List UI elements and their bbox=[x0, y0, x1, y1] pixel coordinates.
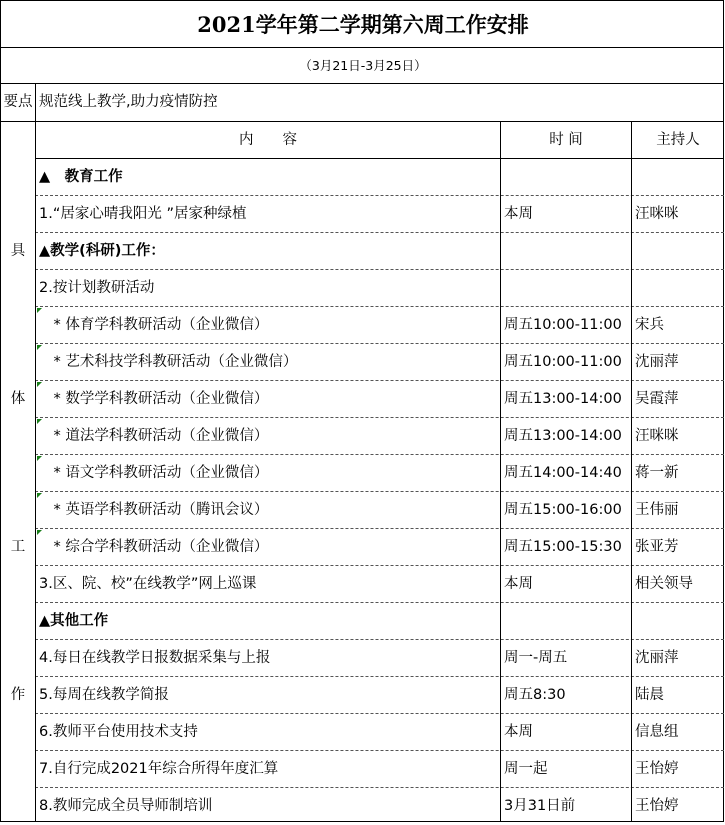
header-content: 内 容 bbox=[239, 131, 297, 148]
task-host: 张亚芳 bbox=[635, 539, 679, 556]
task-time: 周五13:00-14:00 bbox=[504, 391, 622, 408]
task-time bbox=[504, 233, 631, 270]
task-time: 周五15:00-16:00 bbox=[504, 502, 622, 519]
key-points-text: 规范线上教学,助力疫情防控 bbox=[39, 94, 218, 111]
task-host: 沈丽萍 bbox=[635, 354, 679, 371]
task-time: 周一起 bbox=[504, 761, 548, 778]
row-divider bbox=[35, 676, 724, 677]
task-content: * 数学学科教研活动（企业微信） bbox=[39, 391, 269, 408]
header-host: 主持人 bbox=[656, 131, 700, 148]
key-points-label: 要点 bbox=[3, 94, 33, 111]
side-label-char: 工 bbox=[10, 538, 26, 555]
task-host bbox=[635, 233, 724, 270]
cell-comment-marker bbox=[37, 456, 42, 461]
task-time: 本周 bbox=[504, 576, 533, 593]
task-host: 王怡婷 bbox=[635, 761, 679, 778]
task-time: 周五13:00-14:00 bbox=[504, 428, 622, 445]
task-content: * 体育学科教研活动（企业微信） bbox=[39, 317, 269, 334]
task-content: 6.教师平台使用技术支持 bbox=[39, 724, 198, 741]
cell-comment-marker bbox=[37, 345, 42, 350]
task-time: 3月31日前 bbox=[504, 798, 576, 815]
task-time: 周五15:00-15:30 bbox=[504, 539, 622, 556]
task-time: 周五14:00-14:40 bbox=[504, 465, 622, 482]
row-divider bbox=[35, 269, 724, 270]
task-content: ▲教学(科研)工作： bbox=[39, 243, 165, 260]
task-host bbox=[635, 159, 724, 196]
task-host: 相关领导 bbox=[635, 576, 693, 593]
task-host: 陆晨 bbox=[635, 687, 664, 704]
cell-comment-marker bbox=[37, 308, 42, 313]
row-divider bbox=[35, 602, 724, 603]
row-divider bbox=[35, 750, 724, 751]
row-divider bbox=[35, 491, 724, 492]
date-range: （3月21日-3月25日） bbox=[299, 58, 427, 73]
page-title: 2021学年第二学期第六周工作安排 bbox=[197, 12, 529, 37]
row-divider bbox=[35, 380, 724, 381]
cell-comment-marker bbox=[37, 382, 42, 387]
row-divider bbox=[35, 639, 724, 640]
task-time: 周一-周五 bbox=[504, 650, 568, 667]
cell-comment-marker bbox=[37, 530, 42, 535]
task-content: 4.每日在线教学日报数据采集与上报 bbox=[39, 650, 271, 667]
task-host: 吴霞萍 bbox=[635, 391, 679, 408]
divider bbox=[1, 83, 724, 84]
task-time bbox=[504, 270, 631, 307]
row-divider bbox=[35, 195, 724, 196]
task-host: 汪咪咪 bbox=[635, 428, 679, 445]
cell-comment-marker bbox=[37, 493, 42, 498]
row-divider bbox=[35, 787, 724, 788]
task-content: ▲ 教育工作 bbox=[39, 169, 123, 186]
task-content: * 道法学科教研活动（企业微信） bbox=[39, 428, 269, 445]
task-time: 周五10:00-11:00 bbox=[504, 317, 622, 334]
row-divider bbox=[35, 232, 724, 233]
task-content: 8.教师完成全员导师制培训 bbox=[39, 798, 213, 815]
task-host: 宋兵 bbox=[635, 317, 664, 334]
task-host: 王伟丽 bbox=[635, 502, 679, 519]
task-host: 信息组 bbox=[635, 724, 679, 741]
task-content: * 语文学科教研活动（企业微信） bbox=[39, 465, 269, 482]
divider bbox=[35, 84, 36, 822]
row-divider bbox=[35, 417, 724, 418]
row-divider bbox=[35, 306, 724, 307]
task-host: 汪咪咪 bbox=[635, 206, 679, 223]
task-host bbox=[635, 270, 724, 307]
task-host: 沈丽萍 bbox=[635, 650, 679, 667]
divider bbox=[500, 122, 501, 822]
divider bbox=[35, 158, 724, 159]
task-host: 王怡婷 bbox=[635, 798, 679, 815]
task-time: 本周 bbox=[504, 206, 533, 223]
task-content: 2.按计划教研活动 bbox=[39, 280, 155, 297]
task-time: 本周 bbox=[504, 724, 533, 741]
task-time: 周五8:30 bbox=[504, 687, 566, 704]
header-time: 时 间 bbox=[549, 131, 583, 148]
task-host: 蒋一新 bbox=[635, 465, 679, 482]
divider bbox=[631, 122, 632, 822]
cell-comment-marker bbox=[37, 419, 42, 424]
task-content: 5.每周在线教学简报 bbox=[39, 687, 169, 704]
row-divider bbox=[35, 713, 724, 714]
task-content: 3.区、院、校”在线教学”网上巡课 bbox=[39, 576, 257, 593]
task-content: * 综合学科教研活动（企业微信） bbox=[39, 539, 269, 556]
row-divider bbox=[35, 565, 724, 566]
task-content: * 艺术科技学科教研活动（企业微信） bbox=[39, 354, 298, 371]
task-time bbox=[504, 603, 631, 640]
divider bbox=[1, 47, 724, 48]
task-content: * 英语学科教研活动（腾讯会议） bbox=[39, 502, 269, 519]
row-divider bbox=[35, 528, 724, 529]
task-content: ▲其他工作 bbox=[39, 613, 109, 630]
task-time bbox=[504, 159, 631, 196]
task-time: 周五10:00-11:00 bbox=[504, 354, 622, 371]
row-divider bbox=[35, 454, 724, 455]
task-content: 7.自行完成2021年综合所得年度汇算 bbox=[39, 761, 279, 778]
side-label-char: 作 bbox=[10, 686, 26, 703]
divider bbox=[1, 121, 724, 122]
row-divider bbox=[35, 343, 724, 344]
task-content: 1.“居家心晴我阳光 ”居家种绿植 bbox=[39, 206, 247, 223]
task-host bbox=[635, 603, 724, 640]
side-label-char: 体 bbox=[10, 390, 26, 407]
side-label-char: 具 bbox=[10, 242, 26, 259]
